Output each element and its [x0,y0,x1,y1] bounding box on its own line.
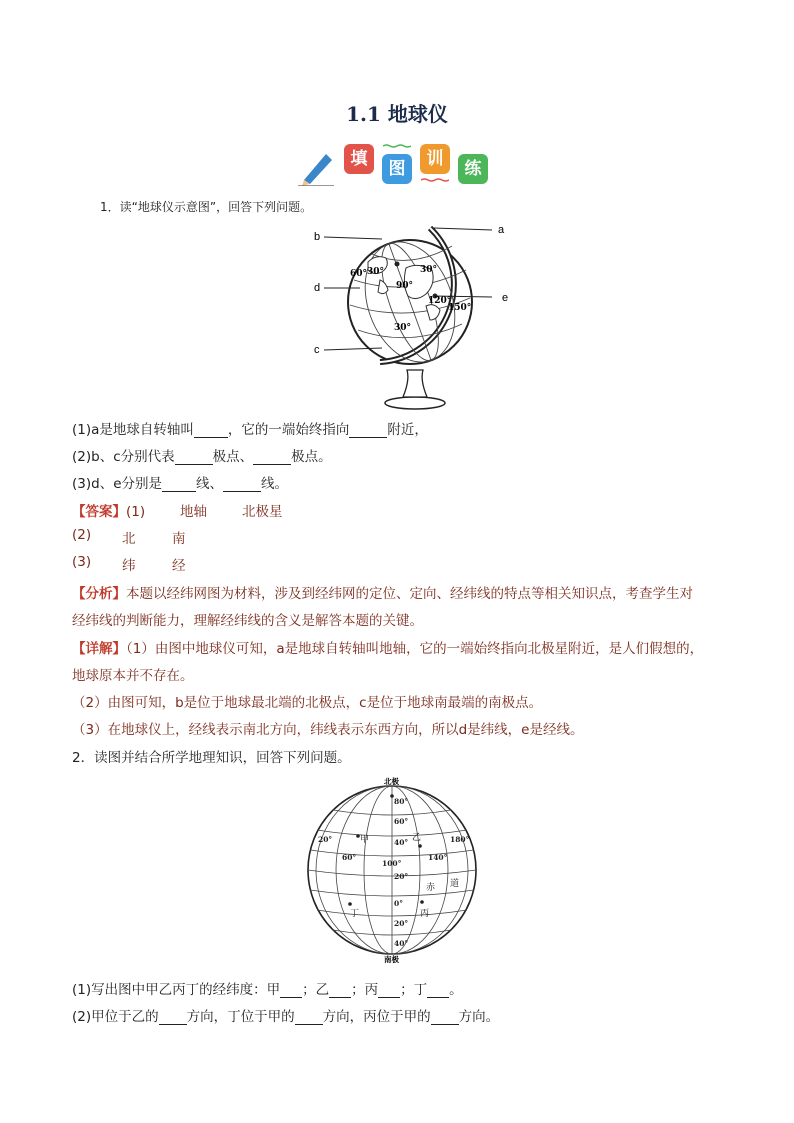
point-jia: 甲 [360,835,370,845]
page-title: 1.1 地球仪 [346,102,448,126]
text: 线。 [261,476,288,492]
detail-line-3: （2）由图可知，b是位于地球最北端的北极点，c是位于地球南最端的南极点。 [72,695,543,711]
deg-30s: 30° [394,323,412,333]
answer-value: 经 [172,558,186,574]
text: (1)写出图中甲乙丙丁的经纬度：甲 [72,982,281,998]
q2-sub2 [72,1005,499,1025]
wave-decoration [383,144,411,148]
deg-30w: 30° [367,267,385,277]
analysis-line-2: 经纬线的判断能力，理解经纬线的含义是解答本题的关键。 [72,613,423,629]
blank-field[interactable] [159,1012,187,1025]
text: 本题以经纬网图为材料，涉及到经纬网的定位、定向、经纬线的特点等相关知识点，考查学生对 [126,586,693,602]
label-e: e [502,292,509,304]
question-2-stem: 2．读图并结合所学地理知识，回答下列问题。 [72,750,351,766]
text: 附近， [387,422,428,438]
answer-value: 地轴 [180,504,207,520]
label-b: b [314,231,321,243]
detail-line-4: （3）在地球仪上，经线表示南北方向，纬线表示东西方向，所以d是纬线，e是经线。 [72,722,584,738]
q1-sub2 [72,445,332,465]
q2-sub1 [72,978,463,998]
north-pole-label: 北极 [384,777,399,786]
text: 极点、 [212,449,254,465]
equator-label-dao: 道 [450,879,460,889]
badge-xun: 训 [420,144,450,174]
q1-sub1 [72,418,428,438]
answer-num: (1) [126,504,146,520]
deg-120: 120° [428,296,452,306]
label-d: d [314,282,321,294]
text: ；丁 [400,982,428,998]
blank-field[interactable] [295,1012,323,1025]
text: 。 [449,982,463,998]
text: (3)d、e分别是 [72,476,162,492]
lon-label: 20° [318,835,333,844]
lat-label: 20° [394,872,409,881]
equator-label-chi: 赤 [426,883,436,893]
label-c: c [314,344,320,356]
point-yi: 乙 [412,833,422,843]
text: 线、 [196,476,223,492]
question-1-stem: 1．读“地球仪示意图”，回答下列问题。 [100,200,313,214]
blank-field[interactable] [162,479,196,492]
lon-label: 100° [382,859,402,868]
text: 方向。 [458,1009,500,1025]
blank-field[interactable] [253,452,291,465]
answer-value: 南 [172,531,186,547]
text: (2)甲位于乙的 [72,1009,159,1025]
point-ding: 丁 [350,909,360,919]
detail-line-1 [72,637,703,657]
answer-value: 北 [122,531,136,547]
text: ，它的一端始终指向 [227,422,350,438]
detail-line-2: 地球原本并不存在。 [72,668,194,684]
blank-field[interactable] [280,985,302,998]
blank-field[interactable] [431,1012,459,1025]
lat-label: 80° [394,797,409,806]
analysis-tag: 【分析】 [72,586,126,602]
detail-tag: 【详解】 [72,641,126,657]
pencil-icon [296,146,336,186]
q1-sub3 [72,472,288,492]
label-a: a [498,224,505,236]
analysis-line-1 [72,582,693,602]
text: （1）由图中地球仪可知，a是地球自转轴叫地轴，它的一端始终指向北极星附近，是人们假想的， [126,641,704,657]
blank-field[interactable] [378,985,400,998]
deg-150: 150° [448,303,472,313]
blank-field[interactable] [349,425,387,438]
badge-lian: 练 [458,154,488,184]
deg-60w: 60° [350,269,368,279]
badge-tian: 填 [344,144,374,174]
deg-30n: 30° [420,265,438,275]
south-pole-label: 南极 [384,955,399,964]
text: (2)b、c分别代表 [72,449,175,465]
text: 极点。 [291,449,332,465]
answer-row-1 [72,500,145,520]
deg-90: 90° [396,281,414,291]
section-badges [296,142,496,188]
point-bing: 丙 [420,909,430,919]
lat-label: 40° [394,838,409,847]
blank-field[interactable] [194,425,228,438]
blank-field[interactable] [427,985,449,998]
text: 方向，丙位于甲的 [322,1009,431,1025]
lat-label: 20° [394,919,409,928]
blank-field[interactable] [329,985,351,998]
wave-decoration [421,178,449,182]
answer-tag: 【答案】 [72,504,126,520]
lon-label: 180° [450,835,470,844]
blank-field[interactable] [223,479,261,492]
blank-field[interactable] [175,452,213,465]
badge-tu: 图 [382,154,412,184]
answer-num: (2) [72,527,92,543]
text: ；乙 [302,982,330,998]
answer-value: 纬 [122,558,136,574]
text: (1)a是地球自转轴叫 [72,422,194,438]
lon-label: 140° [428,853,448,862]
lat-label: 0° [394,899,403,908]
answer-value: 北极星 [242,504,283,520]
globe-figure [310,220,520,410]
answer-num: (3) [72,554,92,570]
lat-label: 40° [394,939,409,948]
lat-label: 60° [394,817,409,826]
graticule-figure [300,774,490,966]
text: 方向，丁位于甲的 [186,1009,295,1025]
text: ；丙 [351,982,379,998]
lon-label: 60° [342,853,357,862]
